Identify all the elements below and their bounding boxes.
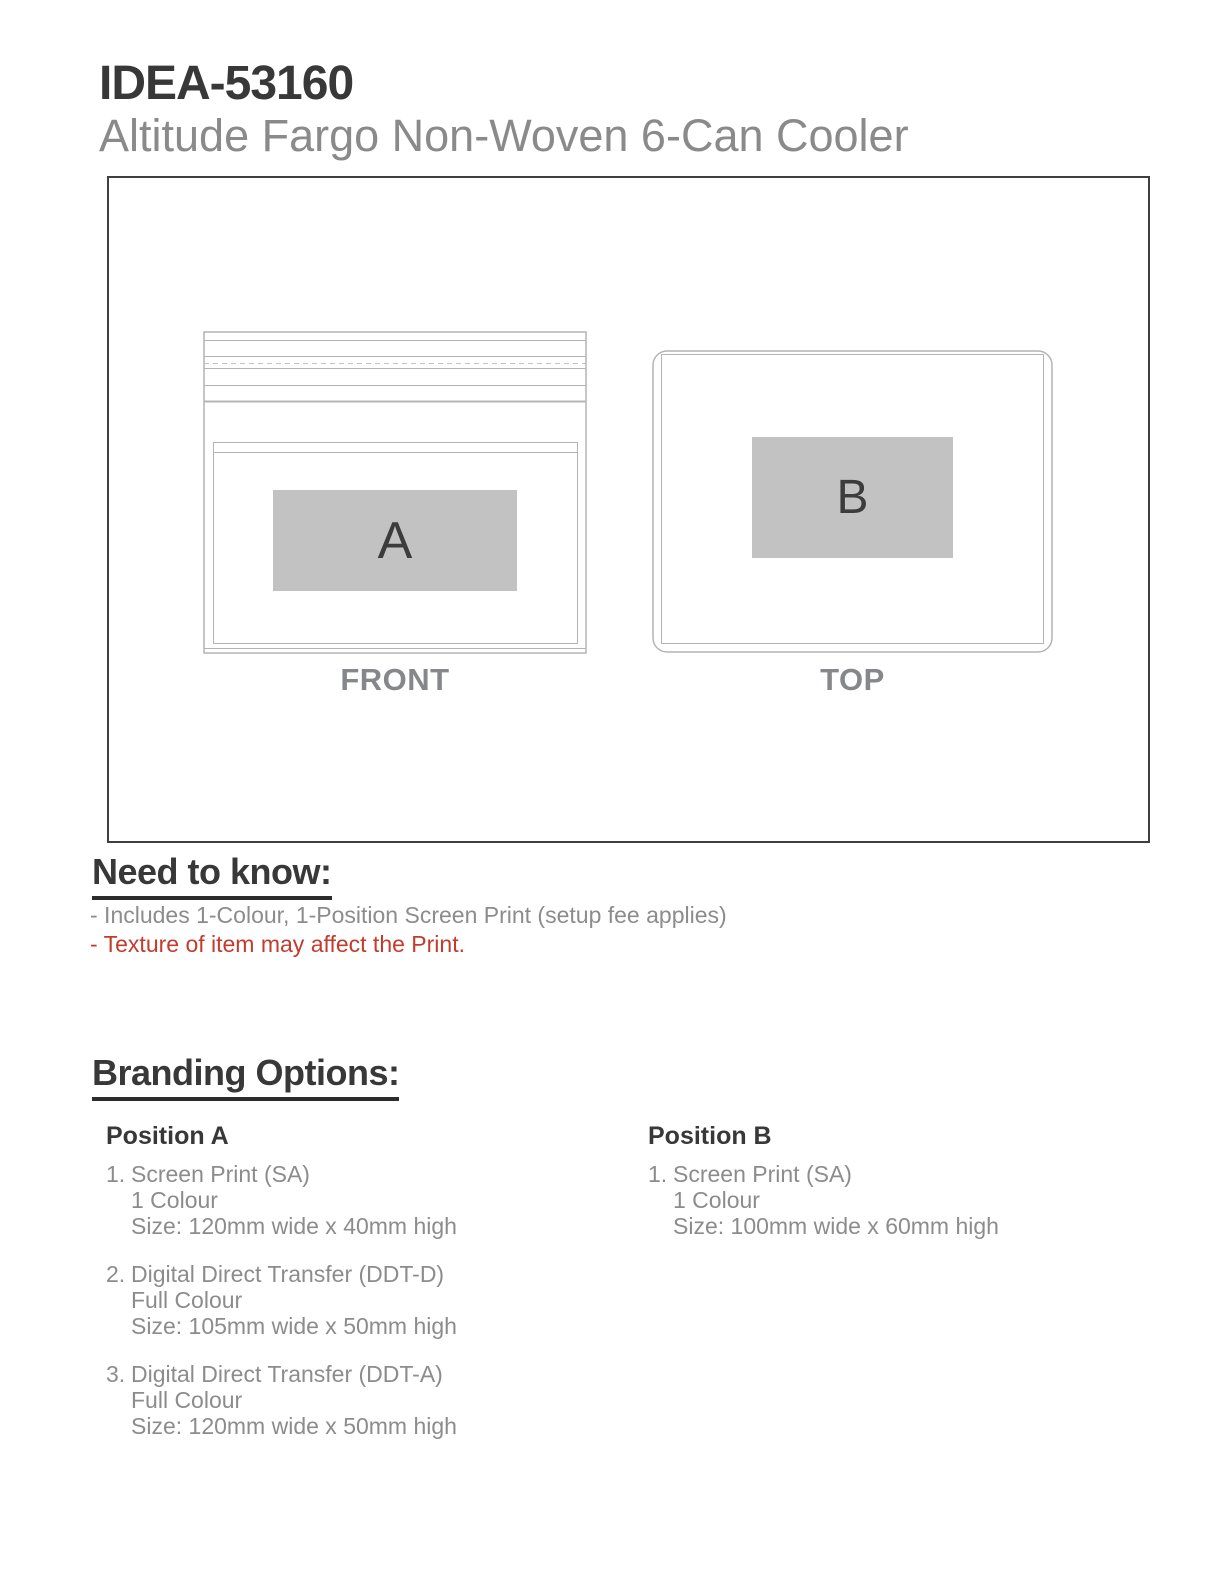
option-method: Screen Print (SA) [673,1161,852,1187]
branding-option-item [106,1361,606,1439]
print-position-b [752,437,953,558]
page-title: IDEA-53160 [99,57,354,110]
branding-option-item [106,1161,606,1239]
option-colour: Full Colour [131,1387,243,1413]
option-number: 3. [106,1361,126,1387]
print-position-a-letter: A [377,511,413,570]
need-to-know-notes [90,901,727,959]
page-subtitle: Altitude Fargo Non-Woven 6-Can Cooler [99,110,909,161]
option-size: Size: 100mm wide x 60mm high [673,1213,999,1239]
branding-column-position-b [648,1122,1148,1261]
option-colour: Full Colour [131,1287,243,1313]
position-b-title: Position B [648,1122,772,1150]
print-position-a [273,490,517,591]
position-a-title: Position A [106,1122,229,1150]
front-view-label: FRONT [340,662,450,697]
option-size: Size: 120mm wide x 40mm high [131,1213,457,1239]
branding-option-item [106,1261,606,1339]
option-number: 2. [106,1261,126,1287]
option-colour: 1 Colour [673,1187,760,1213]
top-view-label: TOP [820,662,885,697]
option-size: Size: 105mm wide x 50mm high [131,1313,457,1339]
option-number: 1. [106,1161,126,1187]
option-method: Digital Direct Transfer (DDT-A) [131,1361,443,1387]
need-to-know-heading: Need to know: [92,851,332,900]
note-line: - Includes 1-Colour, 1-Position Screen Print (setup fee applies) [90,902,727,928]
option-colour: 1 Colour [131,1187,218,1213]
note-line-warning: - Texture of item may affect the Print. [90,931,465,957]
branding-column-position-a [106,1122,606,1461]
option-method: Digital Direct Transfer (DDT-D) [131,1261,445,1287]
option-method: Screen Print (SA) [131,1161,310,1187]
branding-options-heading: Branding Options: [92,1052,399,1101]
print-position-b-letter: B [836,471,869,524]
option-number: 1. [648,1161,668,1187]
option-size: Size: 120mm wide x 50mm high [131,1413,457,1439]
branding-option-item [648,1161,1148,1239]
